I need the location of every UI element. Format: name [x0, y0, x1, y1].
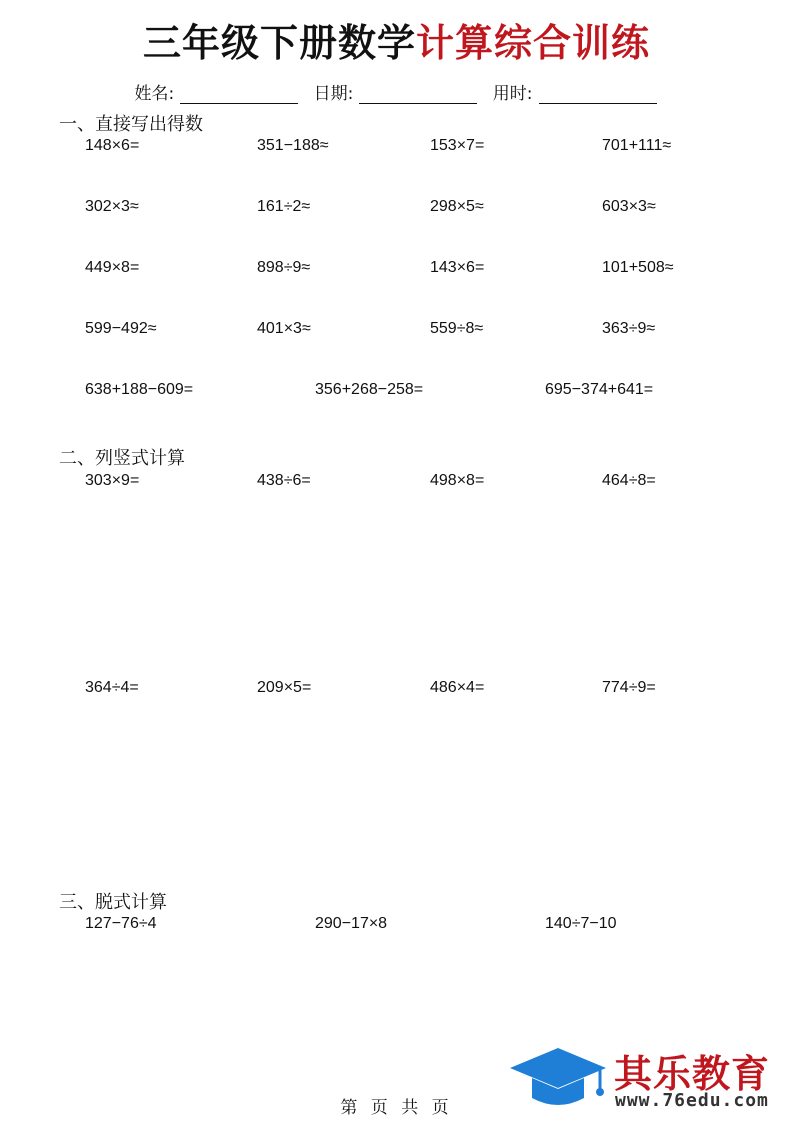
problem: 101+508≈ [602, 259, 674, 276]
brand-name: 其乐教育 [614, 1052, 771, 1096]
date-blank[interactable] [359, 89, 477, 104]
problem: 140÷7−10 [545, 915, 617, 932]
section-heading: 一、直接写出得数 [59, 114, 203, 135]
title-red-part: 计算综合训练 [416, 21, 651, 65]
problem: 464÷8= [602, 472, 656, 489]
problem: 148×6= [85, 137, 140, 154]
problem: 153×7= [430, 137, 485, 154]
section-heading: 三、脱式计算 [59, 892, 167, 913]
problem: 701+111≈ [602, 137, 672, 154]
problem: 303×9= [85, 472, 140, 489]
name-label: 姓名: [134, 84, 175, 104]
problem: 695−374+641= [545, 381, 654, 398]
problem: 638+188−609= [85, 381, 194, 398]
problem: 603×3≈ [602, 198, 656, 215]
problem: 290−17×8 [315, 915, 388, 932]
problem: 127−76÷4 [85, 915, 157, 932]
problem: 486×4= [430, 679, 485, 696]
problem: 209×5= [257, 679, 312, 696]
problem: 161÷2≈ [257, 198, 311, 215]
problem: 363÷9≈ [602, 320, 656, 337]
date-label: 日期: [313, 84, 354, 104]
time-blank[interactable] [539, 89, 657, 104]
problem: 498×8= [430, 472, 485, 489]
name-blank[interactable] [180, 89, 298, 104]
time-label: 用时: [492, 84, 533, 104]
problem: 298×5≈ [430, 198, 484, 215]
problem: 356+268−258= [315, 381, 424, 398]
problem: 449×8= [85, 259, 140, 276]
student-info-line [0, 79, 793, 104]
title-black-part: 三年级下册数学 [142, 21, 416, 65]
problem: 143×6= [430, 259, 485, 276]
problem: 898÷9≈ [257, 259, 311, 276]
problem: 599−492≈ [85, 320, 157, 337]
page-footer: 第 页 共 页 [340, 1098, 453, 1118]
problem: 774÷9= [602, 679, 656, 696]
problem: 438÷6= [257, 472, 311, 489]
problem: 559÷8≈ [430, 320, 484, 337]
section-heading: 二、列竖式计算 [59, 448, 185, 469]
problem: 364÷4= [85, 679, 139, 696]
problem: 401×3≈ [257, 320, 311, 337]
page-title [0, 12, 793, 67]
problem: 351−188≈ [257, 137, 329, 154]
brand-url: www.76edu.com [615, 1090, 769, 1111]
problem: 302×3≈ [85, 198, 139, 215]
